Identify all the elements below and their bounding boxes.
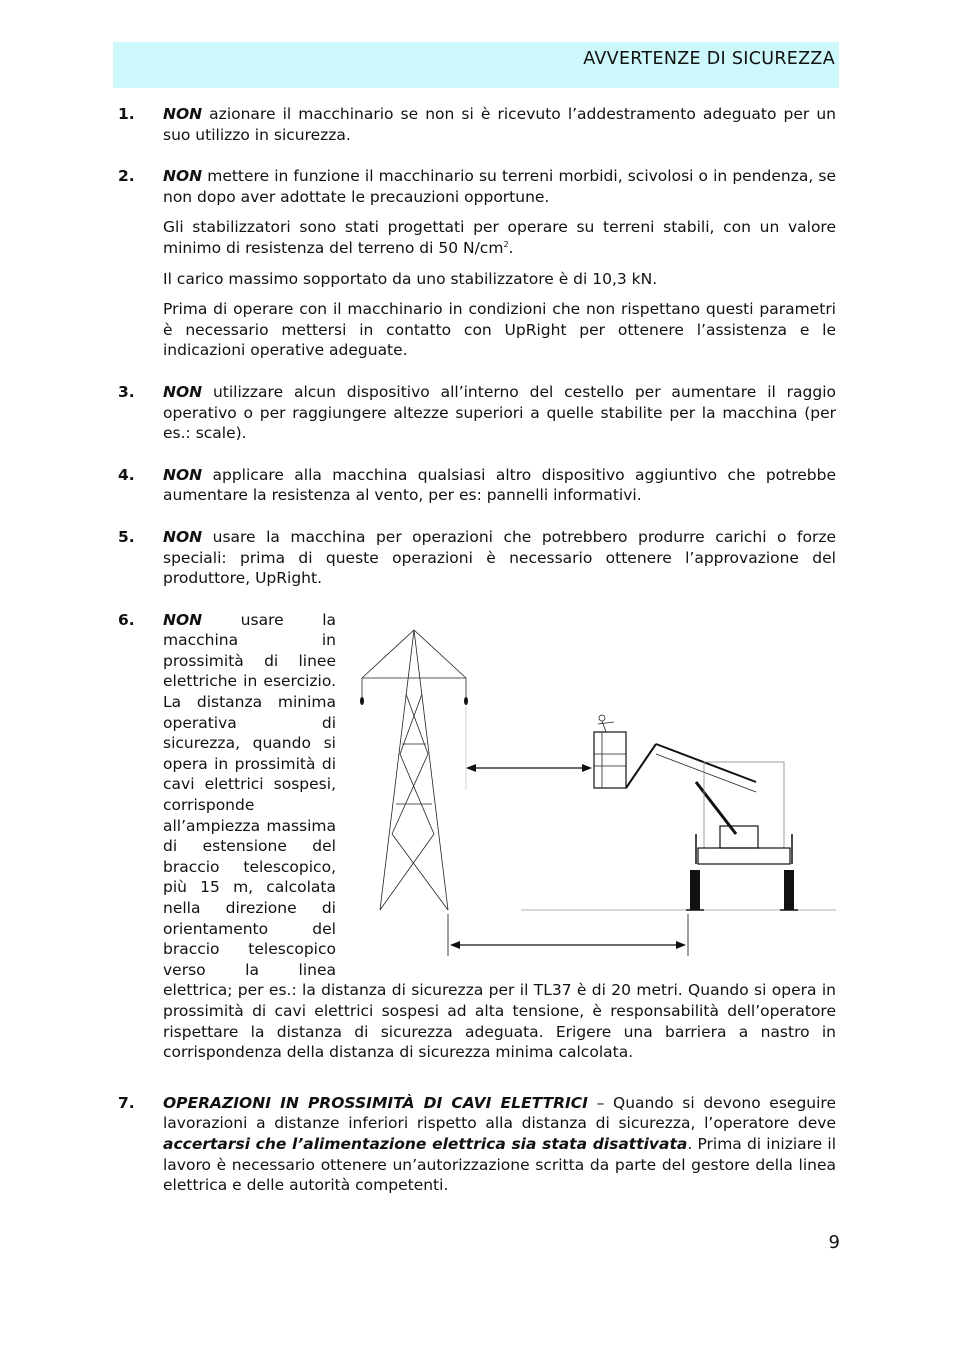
- page-number: 9: [828, 1232, 840, 1253]
- item-text: NON usare la macchina in prossimità di linee elettriche in esercizio. La distanza minima operativa di sicurezza, quando si opera in prossimità di cavi elettrici sospesi, corrisponde all’ampiezza massima di estensione del braccio telescopico, più 15 m, calcolata nella direzione di orientamento del braccio telescopico verso la linea elettrica; per es.: la distanza di sicurezza per il TL37 è di 20 metri. Quando si opera in prossimità di cavi elettrici sospesi ad alta tensione, è responsabilità dell’operatore rispettare la distanza di sicurezza adeguata. Erigere una barriera a nastro in corrispondenza della distanza di sicurezza minima calcolata.: [163, 610, 836, 1062]
- item-number: 1.: [118, 105, 135, 123]
- item-lead: OPERAZIONI IN PROSSIMITÀ DI CAVI ELETTRICI: [163, 1093, 588, 1112]
- stabilizer-ground-text: Gli stabilizzatori sono stati progettati per operare su terreni stabili, con un valore minimo di resistenza del terreno di 50 $N/cm^2$.: [163, 218, 836, 257]
- item-text: NON mettere in funzione il macchinario su terreni morbidi, scivolosi o in pendenza, se non dopo aver adottate le precauzioni opportune.: [163, 167, 836, 206]
- ground-distance-arrow: [448, 914, 688, 956]
- item-lead: NON: [163, 105, 203, 123]
- item-lead: NON: [163, 527, 203, 546]
- item-lead: NON: [163, 465, 203, 484]
- telescopic-boom-icon: [626, 744, 756, 834]
- item-text: NON usare la macchina per operazioni che potrebbero produrre carichi o forze speciali: prima di queste operazioni è necessario ottenere l’approvazione del produttore, UpRight.: [163, 527, 836, 588]
- item-emphasis: accertarsi che l’alimentazione elettrica sia stata disattivata: [163, 1134, 688, 1153]
- warning-item-4: [118, 465, 836, 506]
- item-lead: NON: [163, 167, 203, 186]
- item-text: NON applicare alla macchina qualsiasi altro dispositivo aggiuntivo che potrebbe aumentare la resistenza al vento, per es: pannelli informativi.: [163, 465, 836, 505]
- power-cable-icon: [360, 697, 468, 705]
- basket-distance-arrow: [466, 764, 592, 772]
- item-number: 3.: [118, 382, 135, 401]
- aerial-lift-machine-icon: [686, 762, 798, 910]
- item-text: OPERAZIONI IN PROSSIMITÀ DI CAVI ELETTRICI – Quando si devono eseguire lavorazioni a distanze inferiori rispetto alla distanza di sicurezza, l’operatore deve accertarsi che l’alimentazione elettrica sia stata disattivata. Prima di iniziare il lavoro è necessario ottenere un’autorizzazione scritta da parte del gestore della linea elettrica e delle autorità competenti.: [163, 1093, 836, 1195]
- warning-item-7: [118, 1093, 836, 1196]
- item-text: NON azionare il macchinario se non si è ricevuto l’addestramento adeguato per un suo utilizzo in sicurezza.: [163, 105, 836, 144]
- power-pylon-icon: [362, 630, 466, 910]
- warning-item-6: [118, 610, 836, 1073]
- item-number: 2.: [118, 167, 135, 186]
- contact-upright-text: Prima di operare con il macchinario in condizioni che non rispettano questi parametri è necessario mettersi in contatto con UpRight per ottenere l’assistenza e le indicazioni operative adeguate.: [163, 300, 836, 360]
- warning-item-3: [118, 382, 836, 444]
- safety-warnings-list: [118, 104, 836, 1217]
- power-line-clearance-illustration: [336, 614, 836, 978]
- item-number: 7.: [118, 1093, 135, 1112]
- warning-item-2: [118, 166, 836, 361]
- warning-item-5: [118, 527, 836, 589]
- section-title: AVVERTENZE DI SICUREZZA: [583, 49, 835, 69]
- item-number: 6.: [118, 610, 135, 629]
- warning-item-1: [118, 104, 836, 145]
- section-header-band: [113, 42, 839, 88]
- item-lead: NON: [163, 610, 203, 629]
- aerial-platform-basket-icon: [594, 715, 626, 788]
- item-lead: NON: [163, 382, 203, 401]
- max-load-text: Il carico massimo sopportato da uno stabilizzatore è di 10,3 kN.: [163, 269, 658, 288]
- item-number: 5.: [118, 527, 135, 546]
- item-text: NON utilizzare alcun dispositivo all’interno del cestello per aumentare il raggio operativo o per raggiungere altezze superiori a quelle stabilite per la macchina (per es.: scale).: [163, 382, 836, 443]
- item-number: 4.: [118, 465, 135, 484]
